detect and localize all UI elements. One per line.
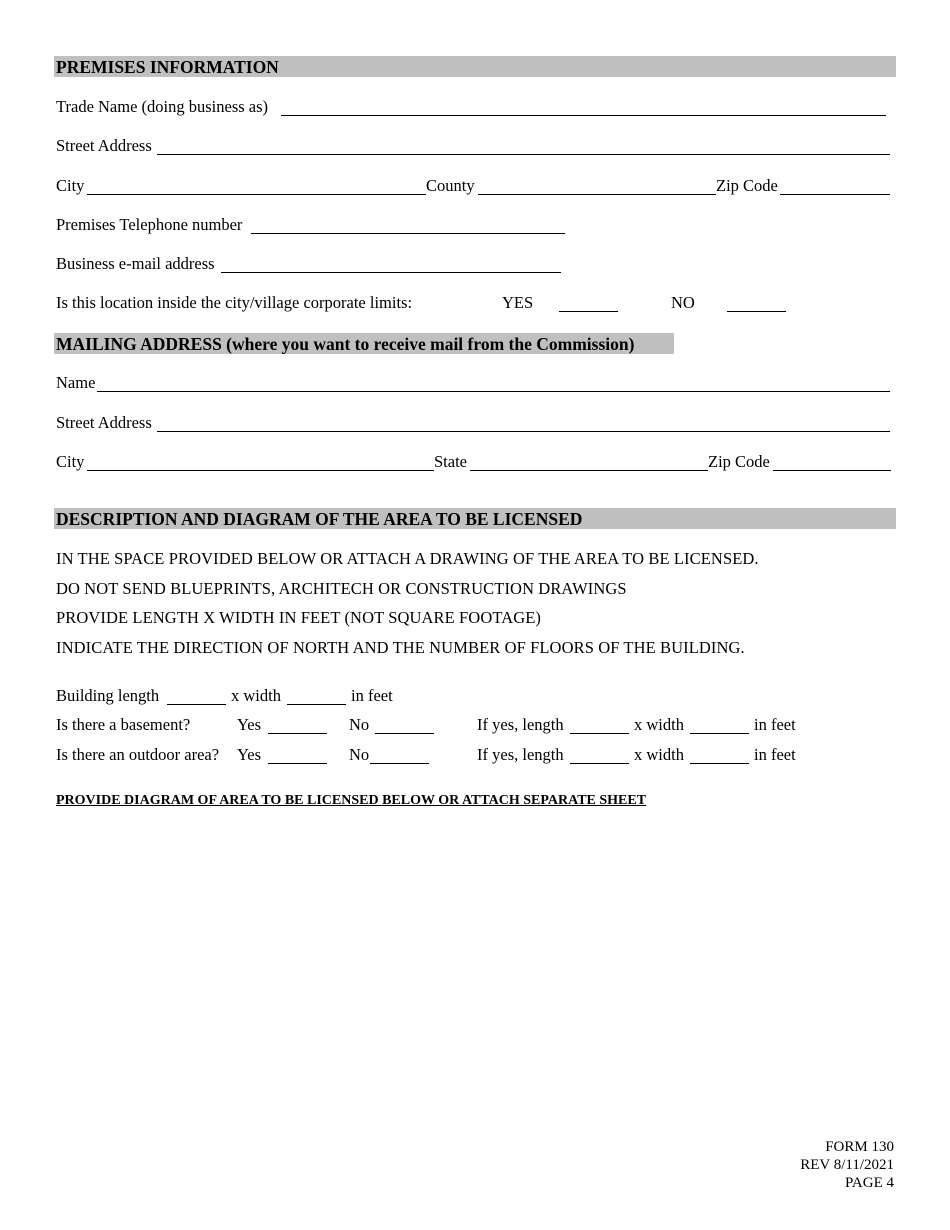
mailing-zip-field[interactable] (773, 454, 891, 470)
mailing-city-line (87, 470, 434, 471)
form-number: FORM 130 (825, 1139, 894, 1155)
premises-county-field[interactable] (478, 178, 716, 194)
basement-x-width-label: x width (634, 715, 684, 734)
description-section-heading: DESCRIPTION AND DIAGRAM OF THE AREA TO BE LICENSED (54, 508, 896, 529)
business-email-field[interactable] (221, 256, 561, 272)
mailing-name-label: Name (56, 373, 96, 392)
business-email-label: Business e-mail address (56, 254, 215, 273)
form-footer (800, 1138, 894, 1192)
mailing-street-field[interactable] (157, 415, 890, 431)
basement-yes-label: Yes (237, 715, 262, 734)
city-limits-yes-line (559, 311, 618, 312)
building-width-field[interactable] (287, 688, 346, 704)
building-width-line (287, 704, 346, 705)
instruction-line: INDICATE THE DIRECTION OF NORTH AND THE NUMBER OF FLOORS OF THE BUILDING. (56, 638, 745, 657)
basement-width-field[interactable] (690, 717, 749, 733)
mailing-city-label: City (56, 452, 85, 471)
building-x-width-label: x width (231, 686, 281, 705)
premises-county-line (478, 194, 716, 195)
city-limits-yes-field[interactable] (559, 295, 618, 311)
trade-name-field[interactable] (281, 99, 886, 115)
premises-city-field[interactable] (87, 178, 426, 194)
premises-phone-field[interactable] (251, 217, 565, 233)
outdoor-yes-label: Yes (237, 745, 262, 764)
mailing-name-field[interactable] (97, 375, 890, 391)
mailing-name-line (97, 391, 890, 392)
instruction-line: PROVIDE LENGTH X WIDTH IN FEET (NOT SQUARE FOOTAGE) (56, 608, 541, 627)
basement-in-feet-label: in feet (754, 715, 796, 734)
basement-length-field[interactable] (570, 717, 629, 733)
building-in-feet-label: in feet (351, 686, 393, 705)
outdoor-yes-line (268, 763, 327, 764)
mailing-city-field[interactable] (87, 454, 434, 470)
building-length-line (167, 704, 226, 705)
city-limits-no-line (727, 311, 786, 312)
diagram-instruction: PROVIDE DIAGRAM OF AREA TO BE LICENSED BELOW OR ATTACH SEPARATE SHEET (56, 793, 647, 808)
trade-name-label: Trade Name (doing business as) (56, 97, 269, 116)
outdoor-no-line (370, 763, 429, 764)
building-length-label: Building length (56, 686, 160, 705)
outdoor-length-field[interactable] (570, 747, 629, 763)
premises-phone-label: Premises Telephone number (56, 215, 243, 234)
basement-width-line (690, 733, 749, 734)
mailing-section-heading: MAILING ADDRESS (where you want to receive mail from the Commission) (54, 333, 674, 354)
city-limits-yes-label: YES (502, 293, 534, 312)
mailing-zip-label: Zip Code (708, 452, 770, 471)
outdoor-no-label: No (349, 745, 370, 764)
page-number: PAGE 4 (844, 1175, 894, 1191)
premises-street-label: Street Address (56, 136, 152, 155)
basement-if-yes-length-label: If yes, length (477, 715, 564, 734)
city-limits-question: Is this location inside the city/village corporate limits: (56, 293, 413, 312)
instruction-line: IN THE SPACE PROVIDED BELOW OR ATTACH A DRAWING OF THE AREA TO BE LICENSED. (56, 549, 759, 568)
outdoor-in-feet-label: in feet (754, 745, 796, 764)
mailing-state-label: State (434, 452, 467, 471)
outdoor-question: Is there an outdoor area? (56, 745, 220, 764)
basement-no-label: No (349, 715, 370, 734)
outdoor-length-line (570, 763, 629, 764)
premises-phone-line (251, 233, 565, 234)
mailing-street-line (157, 431, 890, 432)
basement-no-line (375, 733, 434, 734)
basement-length-line (570, 733, 629, 734)
outdoor-x-width-label: x width (634, 745, 684, 764)
basement-no-field[interactable] (375, 717, 434, 733)
outdoor-yes-field[interactable] (268, 747, 327, 763)
basement-yes-line (268, 733, 327, 734)
mailing-street-label: Street Address (56, 413, 152, 432)
premises-county-label: County (426, 176, 475, 195)
basement-question: Is there a basement? (56, 715, 191, 734)
mailing-state-line (470, 470, 708, 471)
premises-zip-field[interactable] (780, 178, 890, 194)
mailing-state-field[interactable] (470, 454, 708, 470)
trade-name-line (281, 115, 886, 116)
premises-city-label: City (56, 176, 85, 195)
premises-street-field[interactable] (157, 138, 890, 154)
city-limits-no-field[interactable] (727, 295, 786, 311)
form-revision: REV 8/11/2021 (800, 1157, 894, 1173)
premises-city-line (87, 194, 426, 195)
instruction-line: DO NOT SEND BLUEPRINTS, ARCHITECH OR CONSTRUCTION DRAWINGS (56, 579, 627, 598)
premises-zip-line (780, 194, 890, 195)
premises-street-line (157, 154, 890, 155)
outdoor-width-field[interactable] (690, 747, 749, 763)
city-limits-no-label: NO (671, 293, 695, 312)
basement-yes-field[interactable] (268, 717, 327, 733)
diagram-drawing-area[interactable] (54, 820, 896, 1130)
premises-zip-label: Zip Code (716, 176, 778, 195)
premises-section-heading: PREMISES INFORMATION (54, 56, 896, 77)
outdoor-no-field[interactable] (370, 747, 429, 763)
business-email-line (221, 272, 561, 273)
building-length-field[interactable] (167, 688, 226, 704)
outdoor-width-line (690, 763, 749, 764)
outdoor-if-yes-length-label: If yes, length (477, 745, 564, 764)
mailing-zip-line (773, 470, 891, 471)
